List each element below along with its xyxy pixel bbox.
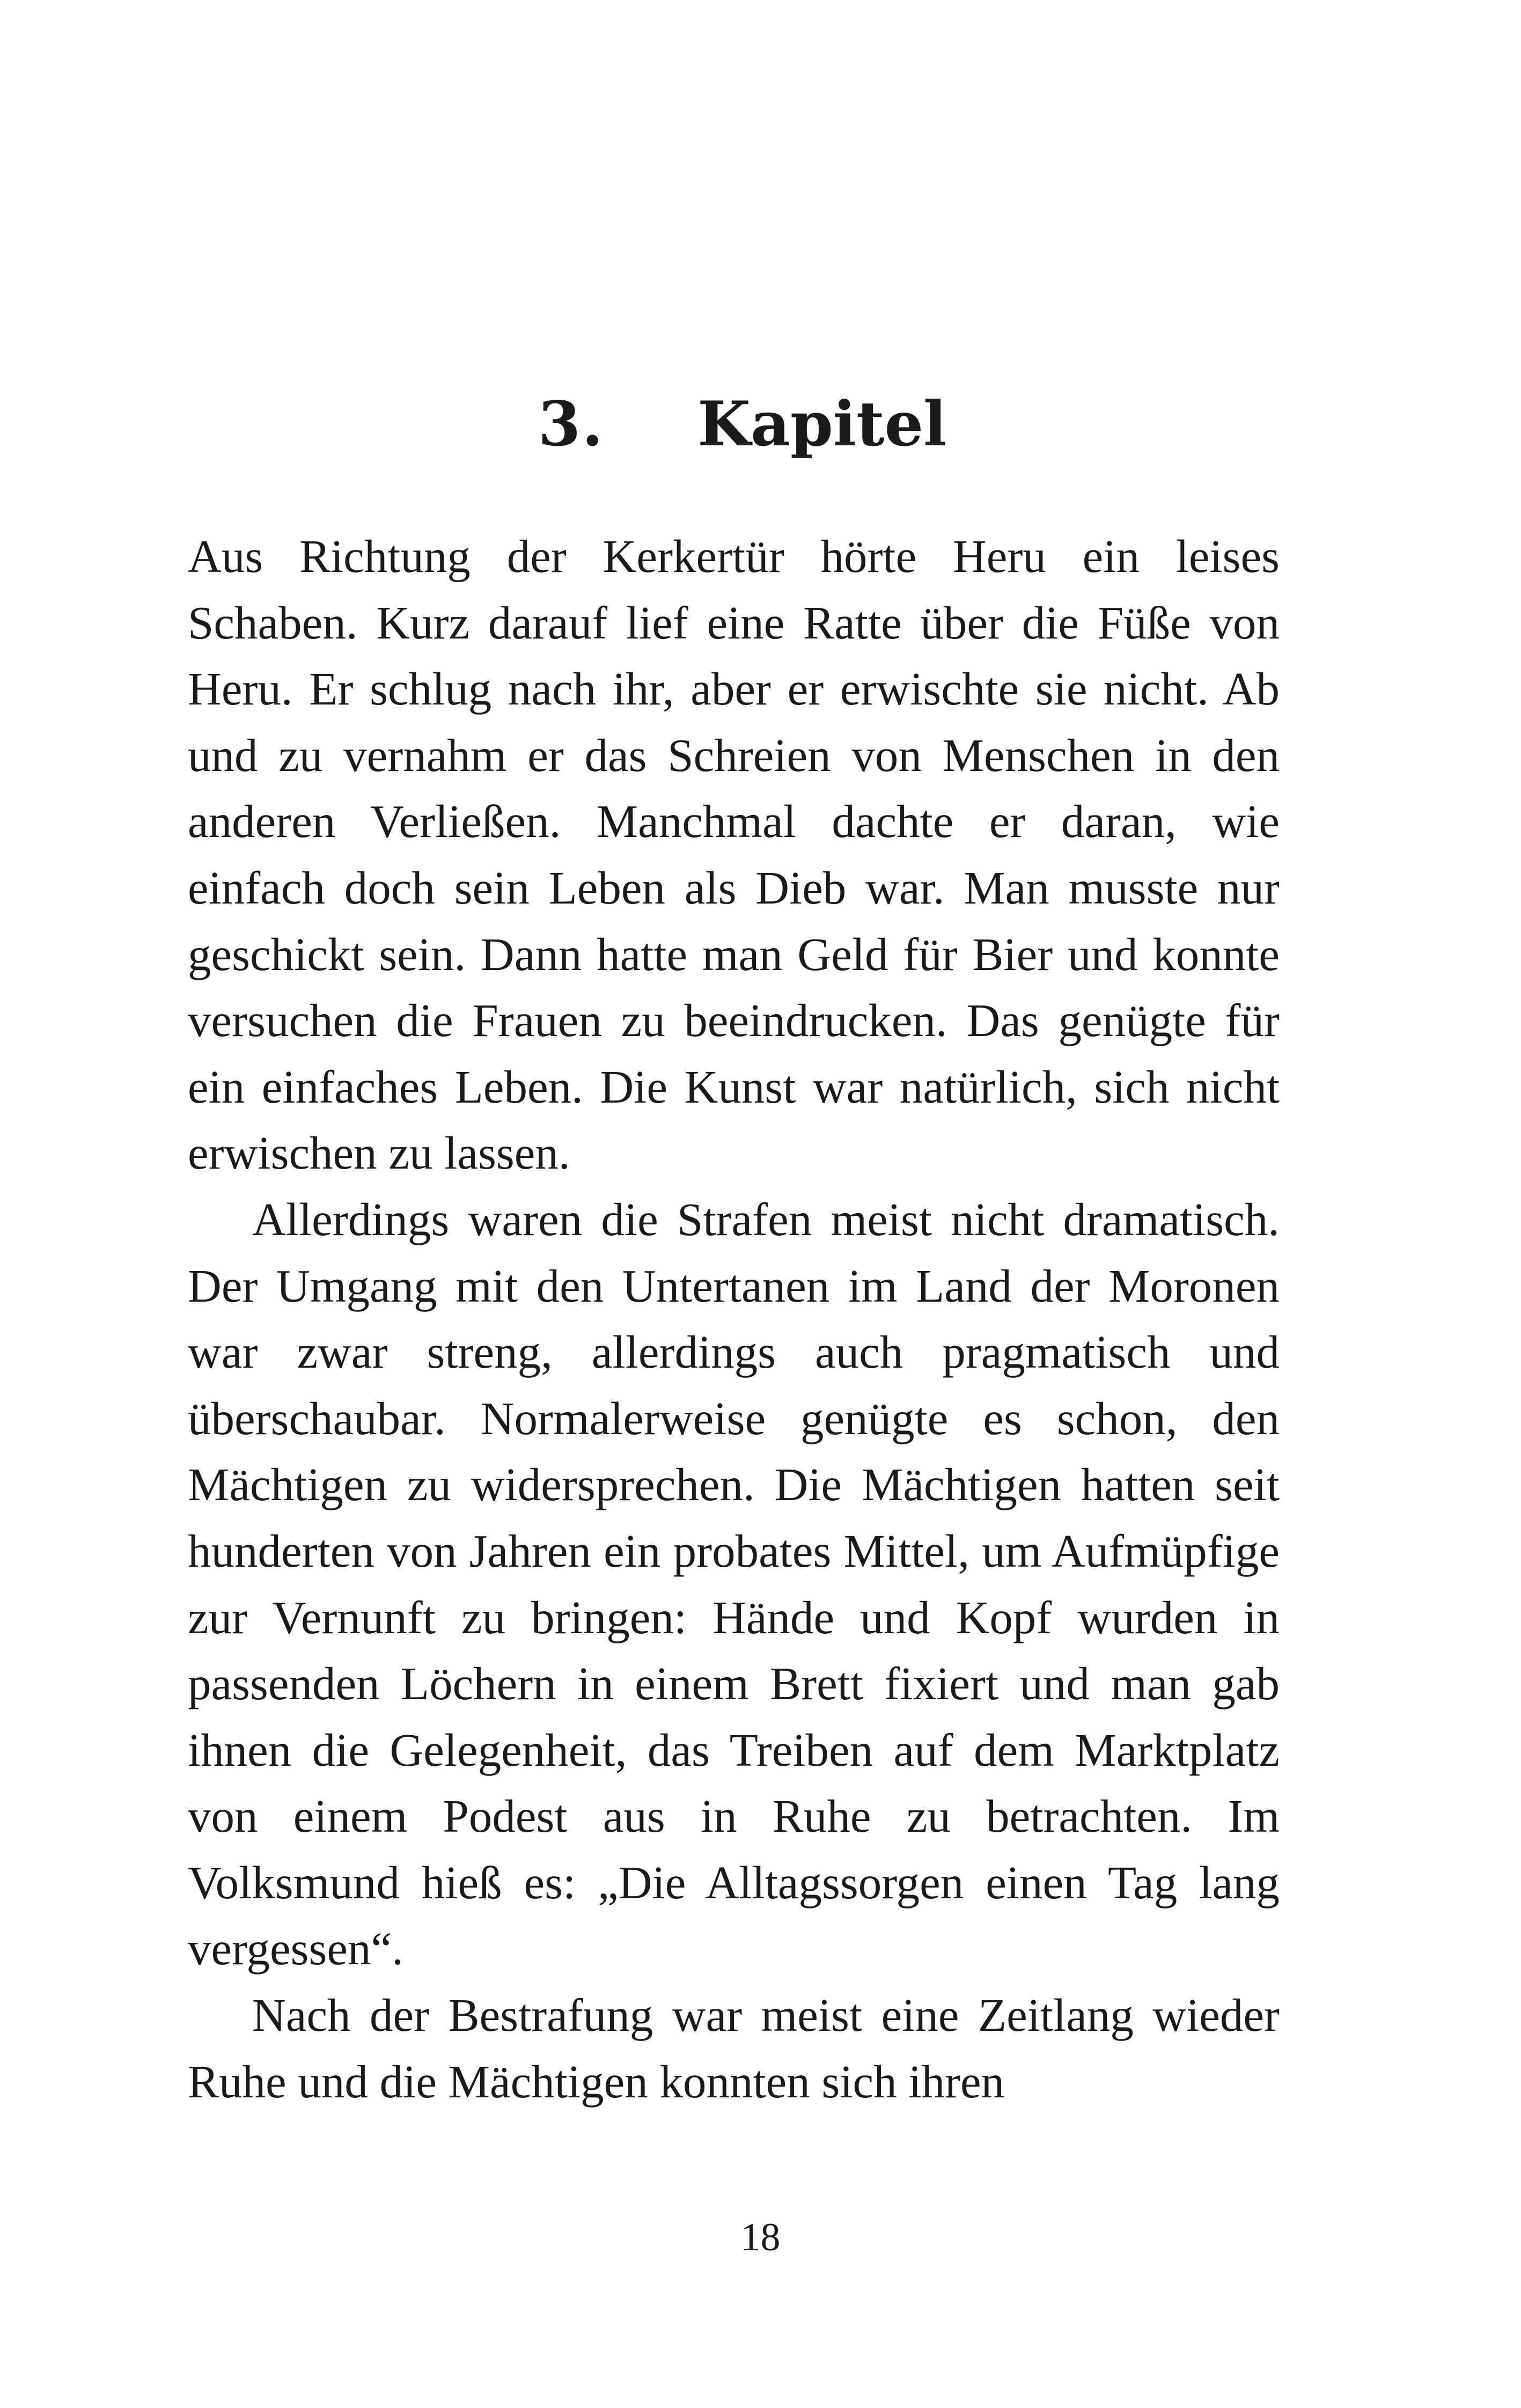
chapter-heading (0, 376, 1521, 472)
chapter-number: 3. (538, 388, 605, 460)
chapter-title: Kapitel (697, 388, 947, 460)
page-number: 18 (740, 2215, 781, 2259)
paragraph-1: Aus Richtung der Kerkertür hörte Heru ein leises Schaben. Kurz darauf lief eine Ratte über die Füße von Heru. Er schlug nach ihr, aber er erwischte sie nicht. Ab und zu vernahm er das Schreien von Menschen in den anderen Verließen. Manchmal dachte er daran, wie einfach doch sein Leben als Dieb war. Man musste nur geschickt sein. Dann hatte man Geld für Bier und konnte versuchen die Frauen zu beeindrucken. Das genügte für ein einfaches Leben. Die Kunst war natürlich, sich nicht erwischen zu lassen. (188, 530, 1280, 1179)
body-text (188, 523, 1280, 2115)
paragraph-3: Nach der Bestrafung war meist eine Zeitlang wieder Ruhe und die Mächtigen konnten sich ihren (188, 1989, 1280, 2108)
paragraph-2: Allerdings waren die Strafen meist nicht dramatisch. Der Umgang mit den Untertanen im Land der Moronen war zwar streng, allerdings auch pragmatisch und überschaubar. Normalerweise genügte es schon, den Mächtigen zu widersprechen. Die Mächtigen hatten seit hunderten von Jahren ein probates Mittel, um Aufmüpfige zur Vernunft zu bringen: Hände und Kopf wurden in passenden Löchern in einem Brett fixiert und man gab ihnen die Gelegenheit, das Treiben auf dem Marktplatz von einem Podest aus in Ruhe zu betrachten. Im Volksmund hieß es: „Die Alltagssorgen einen Tag lang vergessen“. (188, 1193, 1280, 1975)
